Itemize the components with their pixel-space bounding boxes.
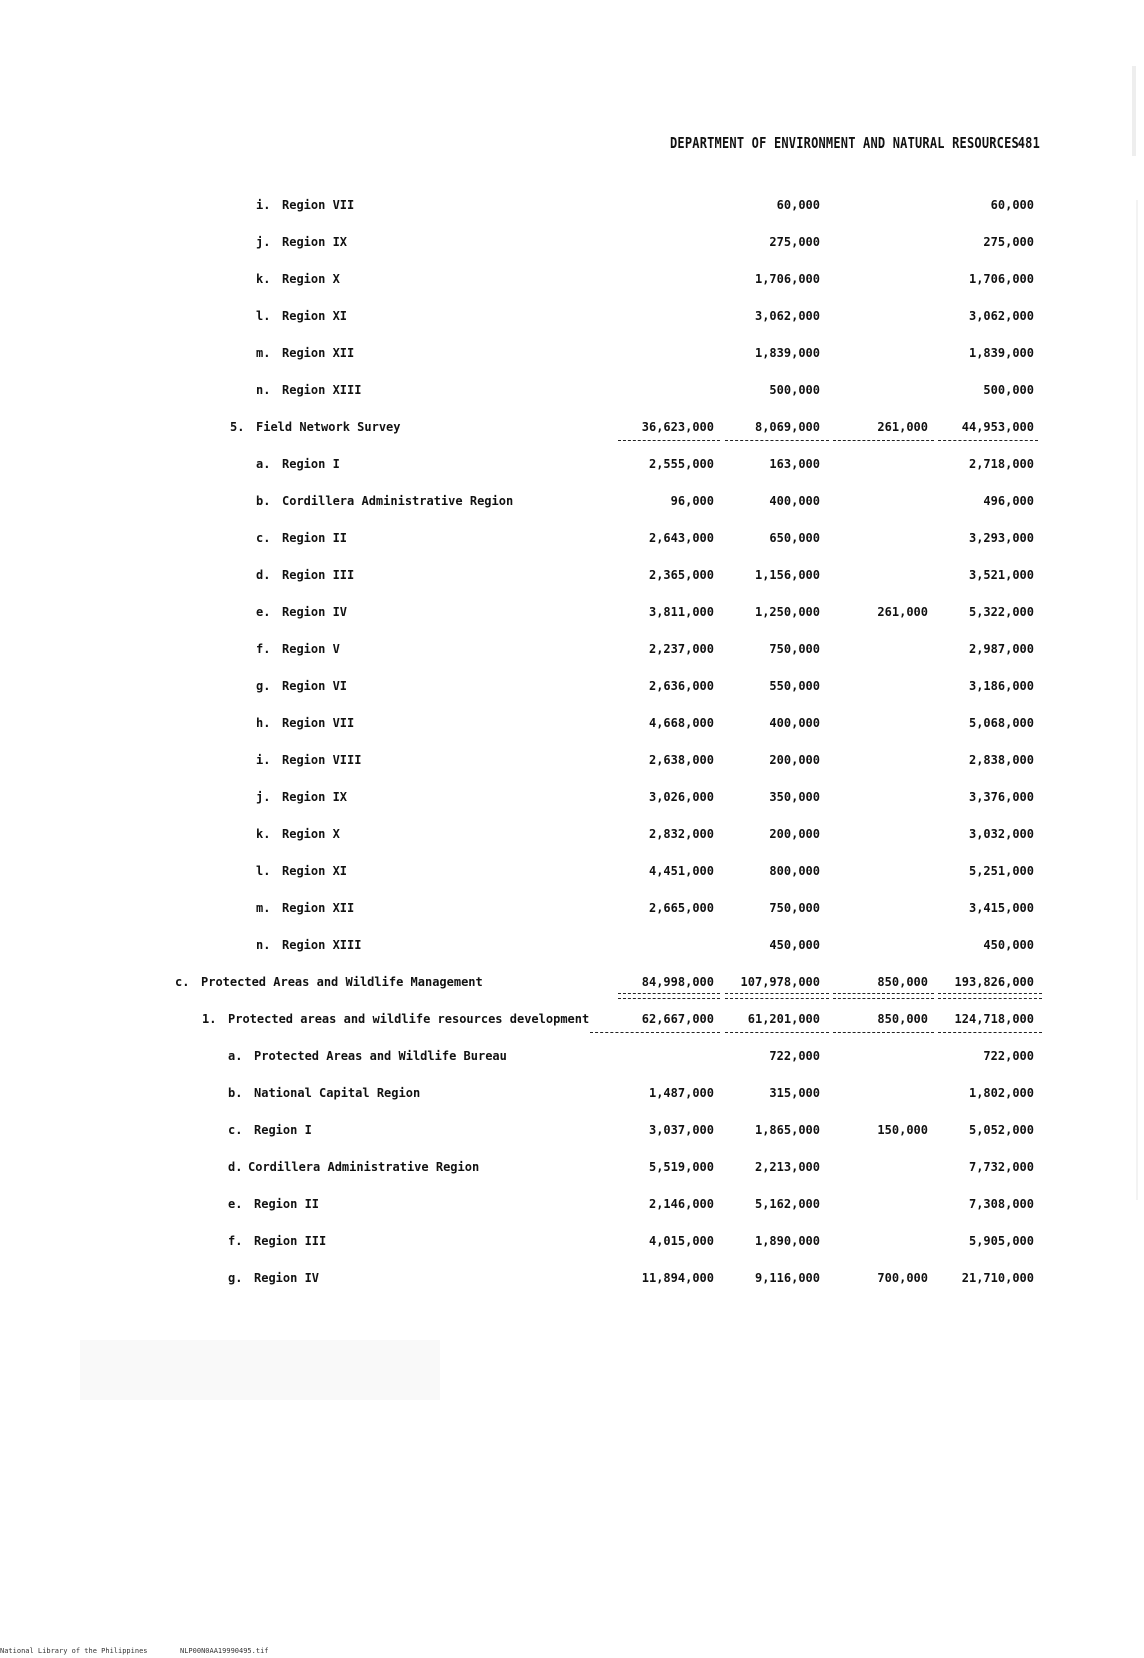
row-label: Region VII (282, 198, 355, 212)
cell-col2: 1,890,000 (754, 1234, 820, 1248)
row-label: Region I (282, 457, 340, 471)
cell-total: 3,186,000 (968, 679, 1034, 693)
cell-total: 5,052,000 (968, 1123, 1034, 1137)
scan-artifact (1136, 200, 1138, 1200)
dashed-rule (590, 1032, 720, 1033)
cell-total: 44,953,000 (961, 420, 1034, 434)
cell-col2: 550,000 (769, 679, 820, 693)
table-row (0, 194, 1144, 220)
cell-total: 7,308,000 (968, 1197, 1034, 1211)
dashed-rule (833, 440, 934, 441)
cell-total: 496,000 (983, 494, 1034, 508)
table-row (0, 268, 1144, 294)
cell-col2: 3,062,000 (754, 309, 820, 323)
cell-col1: 4,451,000 (648, 864, 714, 878)
cell-total: 193,826,000 (954, 975, 1034, 989)
table-row (0, 786, 1144, 812)
row-letter: f. (228, 1234, 243, 1248)
cell-col2: 1,865,000 (754, 1123, 820, 1137)
table-row (0, 1267, 1144, 1293)
row-label: Region XIII (282, 383, 362, 397)
cell-col2: 2,213,000 (754, 1160, 820, 1174)
cell-col3: 261,000 (877, 605, 928, 619)
cell-col2: 5,162,000 (754, 1197, 820, 1211)
row-letter: c. (256, 531, 271, 545)
row-label: National Capital Region (254, 1086, 421, 1100)
cell-total: 5,905,000 (968, 1234, 1034, 1248)
cell-total: 3,032,000 (968, 827, 1034, 841)
cell-col2: 750,000 (769, 901, 820, 915)
row-label: Region II (282, 531, 348, 545)
table-row (0, 379, 1144, 405)
row-letter: l. (256, 864, 271, 878)
row-label: Region I (254, 1123, 312, 1137)
row-label: Cordillera Administrative Region (248, 1160, 480, 1174)
row-letter: i. (256, 198, 271, 212)
row-label: Region XII (282, 346, 355, 360)
row-label: Region VI (282, 679, 348, 693)
table-row (0, 860, 1144, 886)
cell-col2: 400,000 (769, 494, 820, 508)
table-row (0, 453, 1144, 479)
table-row (0, 601, 1144, 627)
row-letter: i. (256, 753, 271, 767)
row-letter: e. (256, 605, 271, 619)
row-label: Region VII (282, 716, 355, 730)
scan-artifact (1132, 66, 1136, 156)
row-label: Region IX (282, 235, 348, 249)
cell-col3: 150,000 (877, 1123, 928, 1137)
cell-col2: 750,000 (769, 642, 820, 656)
row-letter: n. (256, 383, 271, 397)
row-label: Region X (282, 827, 340, 841)
cell-total: 1,839,000 (968, 346, 1034, 360)
table-row (0, 1230, 1144, 1256)
table-row (0, 675, 1144, 701)
cell-col1: 84,998,000 (641, 975, 714, 989)
cell-total: 5,068,000 (968, 716, 1034, 730)
table-row-subtotal (0, 1008, 1144, 1034)
row-label: Protected areas and wildlife resources development (228, 1012, 590, 1026)
cell-total: 60,000 (990, 198, 1034, 212)
cell-col1: 96,000 (670, 494, 714, 508)
row-letter: j. (256, 790, 271, 804)
row-letter: 5. (230, 420, 245, 434)
row-letter: d. (228, 1160, 243, 1174)
row-label: Region V (282, 642, 340, 656)
dashed-rule (938, 440, 1038, 441)
cell-col2: 275,000 (769, 235, 820, 249)
cell-col2: 8,069,000 (754, 420, 820, 434)
cell-col1: 11,894,000 (641, 1271, 714, 1285)
row-letter: k. (256, 272, 271, 286)
table-row (0, 712, 1144, 738)
table-row (0, 1082, 1144, 1108)
cell-col2: 200,000 (769, 827, 820, 841)
cell-col2: 200,000 (769, 753, 820, 767)
row-letter: a. (228, 1049, 243, 1063)
cell-col2: 61,201,000 (747, 1012, 820, 1026)
row-letter: g. (256, 679, 271, 693)
double-dashed-rule (725, 993, 829, 999)
cell-col1: 2,237,000 (648, 642, 714, 656)
row-label: Region XII (282, 901, 355, 915)
cell-col3: 850,000 (877, 975, 928, 989)
row-label: Protected Areas and Wildlife Management (201, 975, 483, 989)
table-row (0, 490, 1144, 516)
table-row (0, 1119, 1144, 1145)
table-row (0, 1193, 1144, 1219)
page-number: 481 (1017, 134, 1040, 152)
cell-total: 1,706,000 (968, 272, 1034, 286)
footer-file: NLP00N0AA19990495.tif (180, 1647, 269, 1655)
cell-col1: 3,811,000 (648, 605, 714, 619)
cell-col2: 60,000 (776, 198, 820, 212)
cell-col2: 400,000 (769, 716, 820, 730)
cell-col1: 4,668,000 (648, 716, 714, 730)
cell-col1: 2,146,000 (648, 1197, 714, 1211)
double-dashed-rule (938, 993, 1042, 999)
cell-col2: 500,000 (769, 383, 820, 397)
row-letter: h. (256, 716, 271, 730)
row-letter: j. (256, 235, 271, 249)
dashed-rule (938, 1032, 1042, 1033)
cell-col1: 36,623,000 (641, 420, 714, 434)
table-row (0, 1045, 1144, 1071)
table-row (0, 823, 1144, 849)
table-row (0, 527, 1144, 553)
cell-total: 3,293,000 (968, 531, 1034, 545)
cell-col1: 2,636,000 (648, 679, 714, 693)
double-dashed-rule (833, 993, 934, 999)
row-label: Region XI (282, 864, 348, 878)
row-letter: l. (256, 309, 271, 323)
row-label: Field Network Survey (256, 420, 401, 434)
dashed-rule (833, 1032, 934, 1033)
table-row (0, 897, 1144, 923)
row-letter: f. (256, 642, 271, 656)
row-letter: c. (228, 1123, 243, 1137)
cell-col2: 1,839,000 (754, 346, 820, 360)
cell-total: 7,732,000 (968, 1160, 1034, 1174)
row-label: Region VIII (282, 753, 362, 767)
cell-col2: 9,116,000 (754, 1271, 820, 1285)
cell-total: 3,415,000 (968, 901, 1034, 915)
table-row (0, 934, 1144, 960)
row-letter: k. (256, 827, 271, 841)
cell-total: 1,802,000 (968, 1086, 1034, 1100)
cell-col2: 1,706,000 (754, 272, 820, 286)
cell-col2: 107,978,000 (740, 975, 820, 989)
row-label: Region II (254, 1197, 320, 1211)
row-letter: b. (256, 494, 271, 508)
cell-total: 5,251,000 (968, 864, 1034, 878)
cell-col1: 2,643,000 (648, 531, 714, 545)
row-label: Region IX (282, 790, 348, 804)
row-label: Region III (282, 568, 355, 582)
table-row (0, 749, 1144, 775)
cell-col1: 1,487,000 (648, 1086, 714, 1100)
cell-total: 21,710,000 (961, 1271, 1034, 1285)
cell-col2: 450,000 (769, 938, 820, 952)
cell-col1: 4,015,000 (648, 1234, 714, 1248)
row-letter: e. (228, 1197, 243, 1211)
cell-col3: 850,000 (877, 1012, 928, 1026)
row-letter: m. (256, 346, 271, 360)
cell-col2: 350,000 (769, 790, 820, 804)
table-row (0, 305, 1144, 331)
table-row (0, 342, 1144, 368)
dashed-rule (618, 440, 720, 441)
row-label: Region X (282, 272, 340, 286)
cell-col1: 2,832,000 (648, 827, 714, 841)
row-letter: a. (256, 457, 271, 471)
cell-col2: 1,156,000 (754, 568, 820, 582)
table-row-subtotal (0, 416, 1144, 442)
cell-total: 2,987,000 (968, 642, 1034, 656)
page-header (670, 134, 1050, 159)
cell-col1: 2,555,000 (648, 457, 714, 471)
row-letter: d. (256, 568, 271, 582)
row-label: Region XI (282, 309, 348, 323)
cell-col1: 3,026,000 (648, 790, 714, 804)
cell-total: 3,521,000 (968, 568, 1034, 582)
row-letter: 1. (202, 1012, 217, 1026)
cell-col2: 800,000 (769, 864, 820, 878)
cell-col2: 1,250,000 (754, 605, 820, 619)
cell-total: 2,718,000 (968, 457, 1034, 471)
cell-col2: 650,000 (769, 531, 820, 545)
cell-total: 3,376,000 (968, 790, 1034, 804)
cell-total: 2,838,000 (968, 753, 1034, 767)
cell-total: 275,000 (983, 235, 1034, 249)
cell-col1: 2,665,000 (648, 901, 714, 915)
double-dashed-rule (618, 993, 720, 999)
row-letter: n. (256, 938, 271, 952)
cell-col1: 62,667,000 (641, 1012, 714, 1026)
row-label: Region XIII (282, 938, 362, 952)
cell-total: 124,718,000 (954, 1012, 1034, 1026)
scan-artifact (80, 1340, 440, 1400)
row-letter: m. (256, 901, 271, 915)
cell-col2: 722,000 (769, 1049, 820, 1063)
dashed-rule (725, 1032, 829, 1033)
row-letter: b. (228, 1086, 243, 1100)
cell-col2: 163,000 (769, 457, 820, 471)
table-row (0, 638, 1144, 664)
cell-total: 450,000 (983, 938, 1034, 952)
table-row (0, 231, 1144, 257)
dashed-rule (725, 440, 829, 441)
cell-total: 722,000 (983, 1049, 1034, 1063)
row-label: Cordillera Administrative Region (282, 494, 514, 508)
row-label: Region IV (282, 605, 348, 619)
row-letter: c. (175, 975, 190, 989)
cell-col3: 700,000 (877, 1271, 928, 1285)
cell-col1: 5,519,000 (648, 1160, 714, 1174)
row-label: Protected Areas and Wildlife Bureau (254, 1049, 507, 1063)
cell-total: 3,062,000 (968, 309, 1034, 323)
row-label: Region III (254, 1234, 327, 1248)
cell-col1: 2,365,000 (648, 568, 714, 582)
table-row (0, 1156, 1144, 1182)
table-row (0, 564, 1144, 590)
row-label: Region IV (254, 1271, 320, 1285)
cell-total: 500,000 (983, 383, 1034, 397)
cell-col2: 315,000 (769, 1086, 820, 1100)
cell-col1: 2,638,000 (648, 753, 714, 767)
header-title: DEPARTMENT OF ENVIRONMENT AND NATURAL RESOURCES (670, 134, 1019, 152)
cell-col3: 261,000 (877, 420, 928, 434)
row-letter: g. (228, 1271, 243, 1285)
cell-total: 5,322,000 (968, 605, 1034, 619)
cell-col1: 3,037,000 (648, 1123, 714, 1137)
footer-library: National Library of the Philippines (0, 1647, 148, 1655)
